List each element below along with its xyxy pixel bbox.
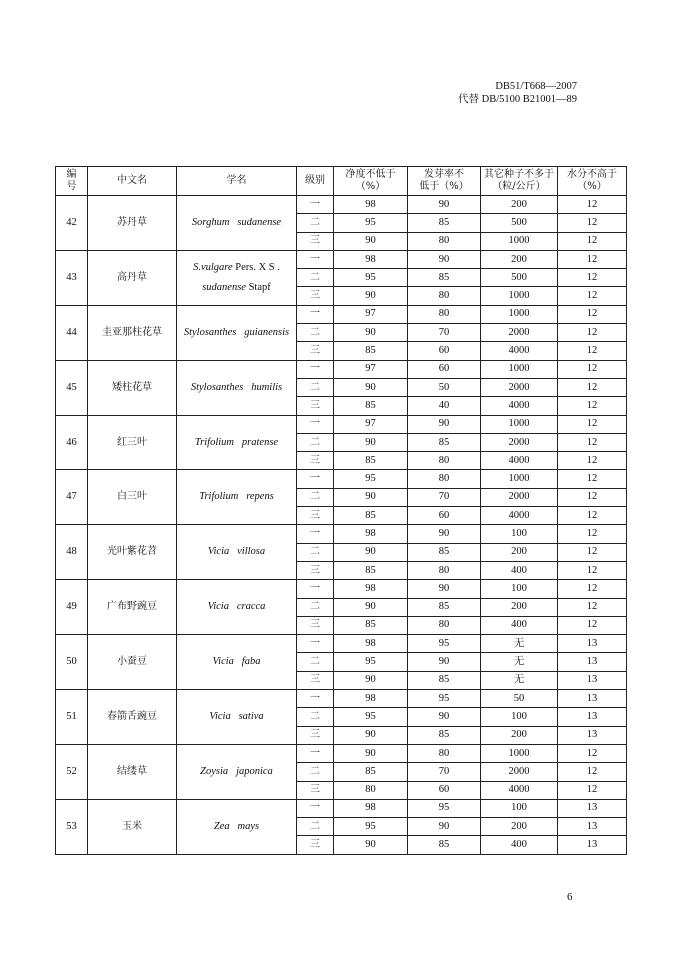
grade-cell: 三 xyxy=(297,671,334,689)
grade-cell: 一 xyxy=(297,305,334,323)
purity-cell: 90 xyxy=(334,488,408,506)
grade-cell: 二 xyxy=(297,433,334,451)
species-number: 42 xyxy=(56,196,88,251)
moisture-cell: 12 xyxy=(558,342,627,360)
purity-cell: 98 xyxy=(334,799,408,817)
scientific-name-author2: Stapf xyxy=(245,281,271,293)
scientific-name xyxy=(177,196,297,251)
other-seeds-cell: 200 xyxy=(481,598,558,616)
germination-cell: 60 xyxy=(408,507,481,525)
species-epithet: pratense xyxy=(241,436,279,448)
moisture-cell: 12 xyxy=(558,525,627,543)
species-number: 50 xyxy=(56,635,88,690)
chinese-name: 高丹草 xyxy=(88,250,177,305)
col-header-chinese-name: 中文名 xyxy=(88,167,177,196)
species-number: 53 xyxy=(56,799,88,854)
species-epithet: japonica xyxy=(236,765,273,777)
grade-cell: 三 xyxy=(297,507,334,525)
chinese-name: 春箭舌豌豆 xyxy=(88,690,177,745)
moisture-cell: 13 xyxy=(558,799,627,817)
germination-cell: 85 xyxy=(408,269,481,287)
purity-cell: 90 xyxy=(334,836,408,854)
moisture-cell: 12 xyxy=(558,598,627,616)
germination-cell: 85 xyxy=(408,543,481,561)
col-header-other-seeds: 其它种子不多于 （粒/公斤） xyxy=(481,167,558,196)
other-seeds-cell: 200 xyxy=(481,196,558,214)
species-number: 49 xyxy=(56,580,88,635)
scientific-name xyxy=(177,470,297,525)
seed-quality-table xyxy=(55,166,627,855)
purity-cell: 85 xyxy=(334,763,408,781)
chinese-name: 圭亚那柱花草 xyxy=(88,305,177,360)
purity-cell: 90 xyxy=(334,378,408,396)
purity-cell: 90 xyxy=(334,232,408,250)
other-seeds-cell: 400 xyxy=(481,836,558,854)
moisture-cell: 12 xyxy=(558,269,627,287)
table-row xyxy=(56,690,627,708)
purity-cell: 85 xyxy=(334,452,408,470)
scientific-name xyxy=(177,744,297,799)
germination-cell: 90 xyxy=(408,415,481,433)
moisture-cell: 12 xyxy=(558,378,627,396)
grade-cell: 三 xyxy=(297,836,334,854)
germination-cell: 50 xyxy=(408,378,481,396)
purity-cell: 90 xyxy=(334,287,408,305)
chinese-name: 红三叶 xyxy=(88,415,177,470)
purity-cell: 97 xyxy=(334,415,408,433)
grade-cell: 三 xyxy=(297,397,334,415)
germination-cell: 90 xyxy=(408,250,481,268)
chinese-name: 小蚕豆 xyxy=(88,635,177,690)
moisture-cell: 12 xyxy=(558,616,627,634)
germination-cell: 80 xyxy=(408,744,481,762)
other-seeds-cell: 200 xyxy=(481,543,558,561)
moisture-cell: 12 xyxy=(558,415,627,433)
other-seeds-cell: 4000 xyxy=(481,342,558,360)
germination-cell: 80 xyxy=(408,470,481,488)
germination-cell: 90 xyxy=(408,580,481,598)
germination-cell: 90 xyxy=(408,653,481,671)
purity-cell: 95 xyxy=(334,214,408,232)
chinese-name: 白三叶 xyxy=(88,470,177,525)
scientific-name-line1: S.vulgare xyxy=(193,261,233,273)
species-epithet: cracca xyxy=(236,601,266,613)
other-seeds-cell: 2000 xyxy=(481,433,558,451)
germination-cell: 70 xyxy=(408,488,481,506)
germination-cell: 60 xyxy=(408,360,481,378)
moisture-cell: 12 xyxy=(558,763,627,781)
grade-cell: 三 xyxy=(297,726,334,744)
moisture-cell: 12 xyxy=(558,232,627,250)
purity-cell: 98 xyxy=(334,250,408,268)
grade-cell: 三 xyxy=(297,781,334,799)
germination-cell: 85 xyxy=(408,726,481,744)
scientific-name xyxy=(177,580,297,635)
genus-name: Stylosanthes xyxy=(183,326,237,338)
genus-name: Vicia xyxy=(212,656,234,668)
moisture-cell: 13 xyxy=(558,671,627,689)
species-number: 43 xyxy=(56,250,88,305)
col-header-moisture: 水分不高于 （%） xyxy=(558,167,627,196)
table-row xyxy=(56,525,627,543)
chinese-name: 广布野豌豆 xyxy=(88,580,177,635)
moisture-cell: 12 xyxy=(558,452,627,470)
chinese-name: 矮柱花草 xyxy=(88,360,177,415)
other-seeds-cell: 100 xyxy=(481,799,558,817)
species-epithet: humilis xyxy=(251,381,283,393)
germination-cell: 95 xyxy=(408,690,481,708)
species-epithet: villosa xyxy=(237,546,266,558)
moisture-cell: 13 xyxy=(558,690,627,708)
purity-cell: 85 xyxy=(334,397,408,415)
other-seeds-cell: 100 xyxy=(481,580,558,598)
moisture-cell: 12 xyxy=(558,744,627,762)
other-seeds-cell: 400 xyxy=(481,561,558,579)
table-header-row xyxy=(56,167,627,196)
moisture-cell: 12 xyxy=(558,305,627,323)
grade-cell: 一 xyxy=(297,470,334,488)
scientific-name xyxy=(177,415,297,470)
grade-cell: 一 xyxy=(297,360,334,378)
purity-cell: 95 xyxy=(334,653,408,671)
grade-cell: 二 xyxy=(297,214,334,232)
scientific-name xyxy=(177,635,297,690)
other-seeds-cell: 200 xyxy=(481,726,558,744)
other-seeds-cell: 无 xyxy=(481,635,558,653)
germination-cell: 60 xyxy=(408,342,481,360)
other-seeds-cell: 1000 xyxy=(481,232,558,250)
grade-cell: 一 xyxy=(297,635,334,653)
moisture-cell: 12 xyxy=(558,507,627,525)
table-row xyxy=(56,744,627,762)
other-seeds-cell: 2000 xyxy=(481,378,558,396)
purity-cell: 90 xyxy=(334,598,408,616)
other-seeds-cell: 2000 xyxy=(481,488,558,506)
moisture-cell: 12 xyxy=(558,287,627,305)
table-row xyxy=(56,250,627,268)
genus-name: Vicia xyxy=(207,601,229,613)
document-code: DB51/T668—2007 xyxy=(495,81,577,92)
germination-cell: 95 xyxy=(408,635,481,653)
purity-cell: 90 xyxy=(334,433,408,451)
other-seeds-cell: 50 xyxy=(481,690,558,708)
germination-cell: 85 xyxy=(408,598,481,616)
other-seeds-cell: 4000 xyxy=(481,452,558,470)
moisture-cell: 12 xyxy=(558,580,627,598)
table-row xyxy=(56,415,627,433)
table-row xyxy=(56,635,627,653)
scientific-name xyxy=(177,690,297,745)
table-row xyxy=(56,470,627,488)
grade-cell: 一 xyxy=(297,415,334,433)
purity-cell: 95 xyxy=(334,818,408,836)
purity-cell: 97 xyxy=(334,305,408,323)
species-number: 46 xyxy=(56,415,88,470)
moisture-cell: 12 xyxy=(558,397,627,415)
germination-cell: 90 xyxy=(408,708,481,726)
species-epithet: sudanense xyxy=(237,216,282,228)
replaces-code: 代替 DB/5100 B21001—89 xyxy=(457,94,577,105)
moisture-cell: 12 xyxy=(558,543,627,561)
germination-cell: 40 xyxy=(408,397,481,415)
germination-cell: 85 xyxy=(408,433,481,451)
other-seeds-cell: 无 xyxy=(481,653,558,671)
germination-cell: 80 xyxy=(408,616,481,634)
moisture-cell: 13 xyxy=(558,836,627,854)
table-row xyxy=(56,360,627,378)
grade-cell: 一 xyxy=(297,525,334,543)
genus-name: Trifolium xyxy=(199,491,239,503)
other-seeds-cell: 4000 xyxy=(481,781,558,799)
page-number: 6 xyxy=(567,891,573,903)
purity-cell: 97 xyxy=(334,360,408,378)
purity-cell: 80 xyxy=(334,781,408,799)
moisture-cell: 12 xyxy=(558,561,627,579)
grade-cell: 三 xyxy=(297,232,334,250)
grade-cell: 一 xyxy=(297,799,334,817)
species-epithet: faba xyxy=(241,656,261,668)
other-seeds-cell: 400 xyxy=(481,616,558,634)
species-epithet: guianensis xyxy=(244,326,290,338)
purity-cell: 98 xyxy=(334,635,408,653)
table-body xyxy=(56,196,627,855)
col-header-purity: 净度不低于 （%） xyxy=(334,167,408,196)
purity-cell: 95 xyxy=(334,470,408,488)
other-seeds-cell: 4000 xyxy=(481,397,558,415)
other-seeds-cell: 1000 xyxy=(481,470,558,488)
purity-cell: 95 xyxy=(334,269,408,287)
table-row xyxy=(56,799,627,817)
germination-cell: 95 xyxy=(408,799,481,817)
germination-cell: 70 xyxy=(408,324,481,342)
grade-cell: 二 xyxy=(297,763,334,781)
purity-cell: 90 xyxy=(334,744,408,762)
purity-cell: 90 xyxy=(334,543,408,561)
scientific-name xyxy=(177,360,297,415)
chinese-name: 苏丹草 xyxy=(88,196,177,251)
col-header-grade: 级别 xyxy=(297,167,334,196)
species-number: 51 xyxy=(56,690,88,745)
purity-cell: 85 xyxy=(334,616,408,634)
moisture-cell: 12 xyxy=(558,360,627,378)
col-header-scientific-name: 学名 xyxy=(177,167,297,196)
grade-cell: 二 xyxy=(297,708,334,726)
purity-cell: 85 xyxy=(334,561,408,579)
germination-cell: 60 xyxy=(408,781,481,799)
other-seeds-cell: 1000 xyxy=(481,360,558,378)
purity-cell: 98 xyxy=(334,196,408,214)
chinese-name: 光叶紫花苕 xyxy=(88,525,177,580)
grade-cell: 二 xyxy=(297,324,334,342)
other-seeds-cell: 100 xyxy=(481,525,558,543)
species-epithet: repens xyxy=(246,491,274,503)
species-number: 52 xyxy=(56,744,88,799)
moisture-cell: 13 xyxy=(558,635,627,653)
germination-cell: 80 xyxy=(408,287,481,305)
germination-cell: 80 xyxy=(408,232,481,250)
moisture-cell: 13 xyxy=(558,726,627,744)
genus-name: Trifolium xyxy=(194,436,235,448)
moisture-cell: 12 xyxy=(558,214,627,232)
germination-cell: 90 xyxy=(408,525,481,543)
species-number: 44 xyxy=(56,305,88,360)
germination-cell: 70 xyxy=(408,763,481,781)
species-epithet: mays xyxy=(237,820,260,832)
scientific-name xyxy=(177,799,297,854)
grade-cell: 三 xyxy=(297,561,334,579)
grade-cell: 二 xyxy=(297,488,334,506)
col-header-germination: 发芽率不 低于（%） xyxy=(408,167,481,196)
grade-cell: 一 xyxy=(297,690,334,708)
grade-cell: 三 xyxy=(297,287,334,305)
germination-cell: 85 xyxy=(408,214,481,232)
purity-cell: 90 xyxy=(334,324,408,342)
scientific-name-author1: Pers. X S . xyxy=(232,261,280,273)
moisture-cell: 12 xyxy=(558,433,627,451)
chinese-name: 玉米 xyxy=(88,799,177,854)
grade-cell: 一 xyxy=(297,196,334,214)
col-header-number: 编 号 xyxy=(56,167,88,196)
moisture-cell: 12 xyxy=(558,488,627,506)
grade-cell: 二 xyxy=(297,269,334,287)
other-seeds-cell: 100 xyxy=(481,708,558,726)
scientific-name xyxy=(177,305,297,360)
genus-name: Vicia xyxy=(207,546,230,558)
table-row xyxy=(56,196,627,214)
other-seeds-cell: 4000 xyxy=(481,507,558,525)
species-number: 47 xyxy=(56,470,88,525)
moisture-cell: 12 xyxy=(558,470,627,488)
other-seeds-cell: 2000 xyxy=(481,763,558,781)
moisture-cell: 12 xyxy=(558,250,627,268)
germination-cell: 90 xyxy=(408,196,481,214)
other-seeds-cell: 1000 xyxy=(481,287,558,305)
species-number: 48 xyxy=(56,525,88,580)
other-seeds-cell: 200 xyxy=(481,250,558,268)
germination-cell: 90 xyxy=(408,818,481,836)
purity-cell: 90 xyxy=(334,726,408,744)
purity-cell: 98 xyxy=(334,525,408,543)
moisture-cell: 12 xyxy=(558,324,627,342)
other-seeds-cell: 无 xyxy=(481,671,558,689)
germination-cell: 85 xyxy=(408,671,481,689)
purity-cell: 85 xyxy=(334,507,408,525)
moisture-cell: 13 xyxy=(558,653,627,671)
purity-cell: 85 xyxy=(334,342,408,360)
scientific-name xyxy=(177,525,297,580)
purity-cell: 98 xyxy=(334,580,408,598)
moisture-cell: 13 xyxy=(558,818,627,836)
chinese-name: 结缕草 xyxy=(88,744,177,799)
grade-cell: 三 xyxy=(297,616,334,634)
species-epithet: sativa xyxy=(238,710,264,722)
grade-cell: 二 xyxy=(297,598,334,616)
moisture-cell: 12 xyxy=(558,196,627,214)
scientific-name xyxy=(177,250,297,305)
other-seeds-cell: 2000 xyxy=(481,324,558,342)
species-number: 45 xyxy=(56,360,88,415)
grade-cell: 二 xyxy=(297,378,334,396)
genus-name: Stylosanthes xyxy=(190,381,244,393)
purity-cell: 98 xyxy=(334,690,408,708)
grade-cell: 一 xyxy=(297,250,334,268)
grade-cell: 一 xyxy=(297,744,334,762)
other-seeds-cell: 500 xyxy=(481,214,558,232)
genus-name: Zea xyxy=(213,820,230,832)
grade-cell: 二 xyxy=(297,818,334,836)
germination-cell: 85 xyxy=(408,836,481,854)
germination-cell: 80 xyxy=(408,452,481,470)
genus-name: Sorghum xyxy=(191,216,230,228)
germination-cell: 80 xyxy=(408,561,481,579)
other-seeds-cell: 1000 xyxy=(481,415,558,433)
grade-cell: 三 xyxy=(297,342,334,360)
other-seeds-cell: 200 xyxy=(481,818,558,836)
grade-cell: 二 xyxy=(297,653,334,671)
other-seeds-cell: 500 xyxy=(481,269,558,287)
grade-cell: 二 xyxy=(297,543,334,561)
other-seeds-cell: 1000 xyxy=(481,305,558,323)
scientific-name-line2: sudanense xyxy=(202,281,246,293)
genus-name: Vicia xyxy=(209,710,231,722)
purity-cell: 90 xyxy=(334,671,408,689)
genus-name: Zoysia xyxy=(200,765,229,777)
purity-cell: 95 xyxy=(334,708,408,726)
grade-cell: 一 xyxy=(297,580,334,598)
moisture-cell: 13 xyxy=(558,708,627,726)
grade-cell: 三 xyxy=(297,452,334,470)
germination-cell: 80 xyxy=(408,305,481,323)
table-row xyxy=(56,580,627,598)
other-seeds-cell: 1000 xyxy=(481,744,558,762)
moisture-cell: 12 xyxy=(558,781,627,799)
table-row xyxy=(56,305,627,323)
